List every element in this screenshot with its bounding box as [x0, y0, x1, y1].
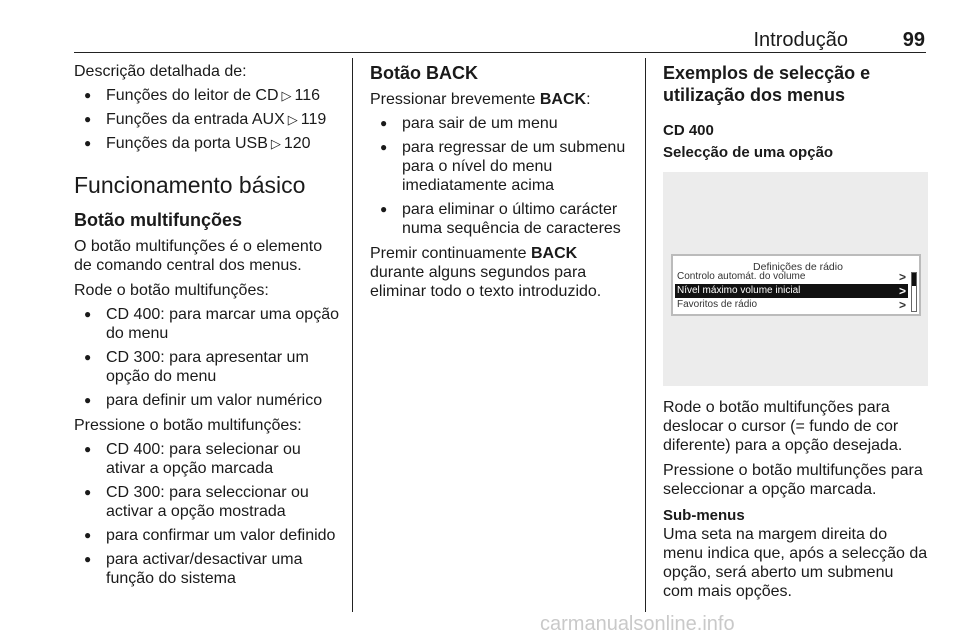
reference-item: ● Funções da porta USB ▷ 120	[74, 134, 344, 153]
radio-display-image	[663, 172, 928, 386]
column-2	[370, 62, 634, 301]
paragraph: Premir continuamente BACK durante alguns segundos para eliminar todo o texto introduzido.	[370, 245, 602, 300]
page-number: 99	[902, 29, 925, 51]
topic-heading: Selecção de uma opção	[663, 144, 834, 161]
subsection-heading: Botão BACK	[370, 63, 478, 83]
paragraph: Pressionar brevemente BACK:	[370, 91, 591, 108]
scrollbar-thumb	[912, 273, 916, 286]
subsection-heading: Exemplos de selecção e utilização dos menus	[663, 63, 871, 105]
paragraph: Rode o botão multifunções:	[74, 282, 269, 299]
column-divider	[352, 58, 353, 612]
chevron-right-icon: >	[898, 298, 906, 312]
chevron-right-icon: >	[898, 270, 906, 284]
reference-item: ● Funções da entrada AUX ▷ 119	[74, 110, 344, 129]
paragraph: O botão multifunções é o elemento de comando central dos menus.	[74, 238, 323, 274]
reference-arrow-icon: ▷	[281, 88, 292, 103]
list-item: ● CD 400: para marcar uma opção do menu	[74, 305, 344, 343]
paragraph: Pressione o botão multifunções:	[74, 417, 302, 434]
chevron-right-icon: >	[898, 284, 906, 298]
list-item: ● para confirmar um valor definido	[74, 526, 344, 545]
intro-text: Descrição detalhada de:	[74, 63, 247, 80]
list-item: ● para regressar de um submenu para o nível do menu imediatamente acima	[370, 138, 634, 195]
menu-row: Controlo automát. do volume >	[677, 270, 906, 284]
reference-arrow-icon: ▷	[270, 136, 281, 151]
reference-arrow-icon: ▷	[287, 112, 298, 127]
list-item: ● CD 300: para apresentar um opção do menu	[74, 348, 344, 386]
menu-row: Favoritos de rádio >	[677, 298, 906, 312]
list-item: ● CD 400: para selecionar ou ativar a opção marcada	[74, 440, 344, 478]
paragraph: Pressione o botão multifunções para seleccionar a opção marcada.	[663, 462, 923, 498]
scrollbar	[911, 272, 917, 312]
topic-heading: Sub-menus	[663, 507, 745, 524]
menu-row-selected: Nível máximo volume inicial >	[677, 284, 906, 298]
list-item: ● para definir um valor numérico	[74, 391, 344, 410]
menu-panel	[671, 254, 921, 316]
list-item: ● CD 300: para seleccionar ou activar a opção mostrada	[74, 483, 344, 521]
menu-title: Definições de rádio	[753, 261, 843, 273]
column-1	[74, 62, 344, 588]
section-heading: Funcionamento básico	[74, 172, 306, 198]
watermark: carmanualsonline.info	[540, 613, 735, 635]
paragraph: Rode o botão multifunções para deslocar o cursor (= fundo de cor diferente) para a opção desejada.	[663, 399, 903, 454]
list-item: ● para activar/desactivar uma função do sistema	[74, 550, 344, 588]
list-item: ● para eliminar o último carácter numa sequência de caracteres	[370, 200, 634, 238]
column-divider	[645, 58, 646, 612]
list-item: ● para sair de um menu	[370, 114, 634, 133]
reference-item: ● Funções do leitor de CD ▷ 116	[74, 86, 344, 105]
page-header	[74, 28, 926, 53]
page-title: Introdução	[753, 29, 848, 51]
column-3	[663, 62, 928, 601]
subsection-heading: Botão multifunções	[74, 210, 243, 230]
paragraph: Uma seta na margem direita do menu indica que, após a selecção da opção, será aberto um submenu com mais opções.	[663, 526, 928, 600]
device-heading: CD 400	[663, 122, 714, 139]
